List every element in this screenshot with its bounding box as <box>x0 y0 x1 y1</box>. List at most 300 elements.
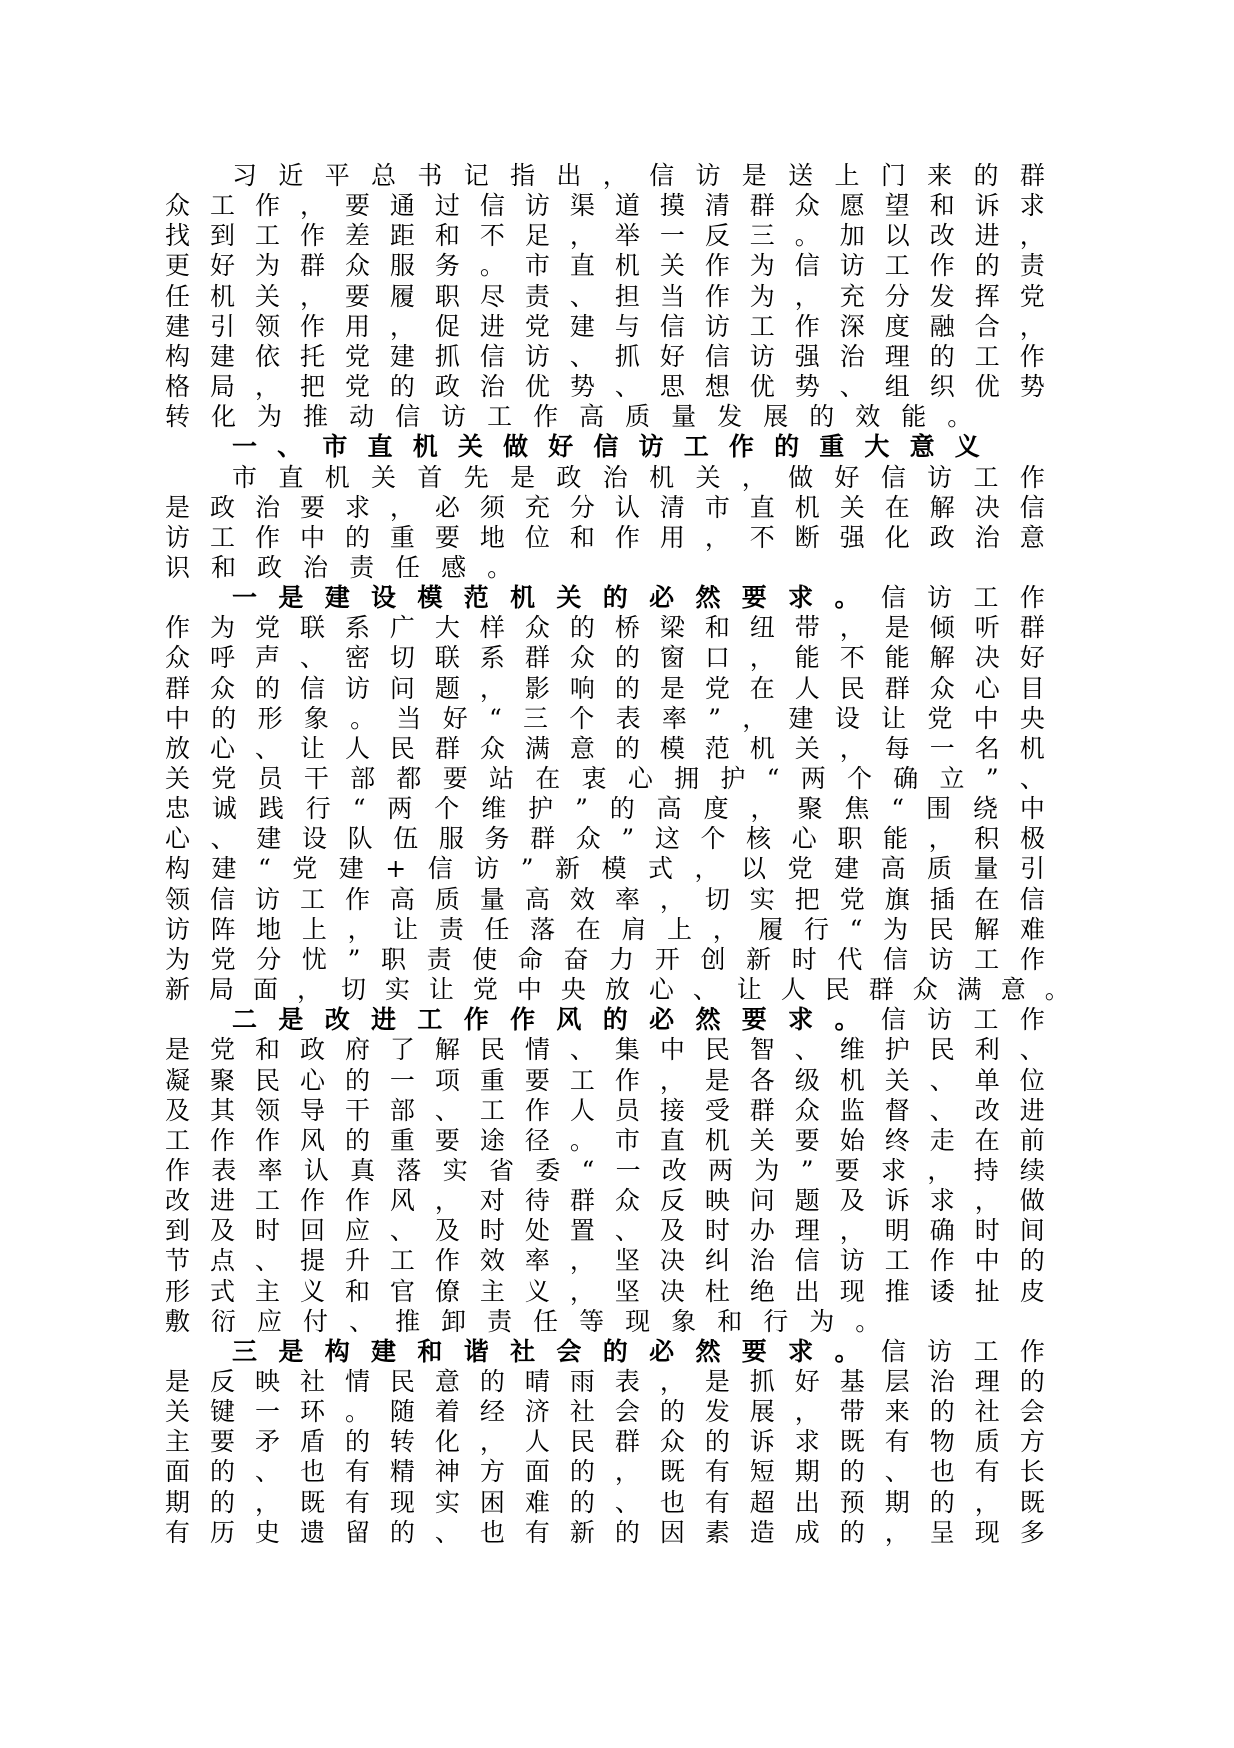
char: 利 <box>974 1035 1000 1065</box>
char: 作 <box>929 1246 955 1276</box>
char: 信 <box>880 1005 906 1035</box>
char: 访 <box>839 1246 865 1276</box>
char: 创 <box>700 944 726 974</box>
char: 抓 <box>749 1367 775 1396</box>
char: 主 <box>165 1427 191 1457</box>
char: 以 <box>884 221 910 251</box>
char: ， <box>296 975 322 1005</box>
char: 质 <box>434 884 460 914</box>
char: 声 <box>254 643 280 673</box>
char: 建 <box>256 824 282 854</box>
bold-char: 必 <box>649 1005 675 1035</box>
char: ， <box>434 1186 460 1216</box>
char: ， <box>569 221 595 251</box>
char: 众 <box>209 673 235 703</box>
char: 识 <box>165 552 191 582</box>
char: 实 <box>384 975 410 1005</box>
char: 央 <box>560 975 586 1005</box>
char: 这 <box>654 824 680 854</box>
char: 、 <box>254 1246 280 1276</box>
char: 、 <box>569 281 595 311</box>
char: 使 <box>472 944 498 974</box>
char: 一 <box>615 1155 641 1185</box>
char: 好 <box>209 251 235 281</box>
char: 为 <box>254 251 280 281</box>
char: ， <box>479 1427 505 1457</box>
char: 影 <box>524 673 550 703</box>
char: 级 <box>794 1065 820 1095</box>
char: 机 <box>1019 733 1045 763</box>
bold-char: 构 <box>324 1336 350 1366</box>
char: 合 <box>974 311 1000 341</box>
char: 代 <box>837 944 863 974</box>
char: 找 <box>165 221 191 251</box>
char: 必 <box>434 492 460 522</box>
bold-char: 要 <box>741 1336 767 1366</box>
char: 党 <box>839 884 865 914</box>
char: 差 <box>344 221 370 251</box>
char: 有 <box>704 1487 730 1517</box>
text-line <box>165 342 1045 372</box>
char: ， <box>884 1517 910 1547</box>
char: 成 <box>794 1517 820 1547</box>
char: 送 <box>788 161 814 190</box>
char: 群 <box>434 733 460 763</box>
char: 为 <box>809 1306 835 1336</box>
char: 来 <box>884 1397 910 1427</box>
char: 以 <box>740 854 766 884</box>
char: 、 <box>839 372 865 402</box>
char: 群 <box>868 975 894 1005</box>
char: 作 <box>794 311 820 341</box>
char: 治 <box>479 372 505 402</box>
char: 化 <box>884 522 910 552</box>
char: 也 <box>659 1487 685 1517</box>
text-line <box>165 1066 1045 1096</box>
char: 好 <box>442 703 468 733</box>
char: 。 <box>479 251 505 281</box>
char: 社 <box>974 1397 1000 1427</box>
char: 既 <box>839 1427 865 1457</box>
char: 导 <box>299 1095 325 1125</box>
char: 要 <box>524 1065 550 1095</box>
char: 政 <box>929 522 955 552</box>
char: 面 <box>524 1457 550 1487</box>
char: 充 <box>524 492 550 522</box>
char: 化 <box>434 1427 460 1457</box>
char: 的 <box>479 1367 505 1396</box>
text-line <box>165 1307 1045 1337</box>
char: 升 <box>344 1246 370 1276</box>
char: 站 <box>488 764 514 793</box>
char: 等 <box>579 1306 605 1336</box>
char: 服 <box>438 824 464 854</box>
char: 干 <box>344 1095 370 1125</box>
text-line <box>165 372 1045 402</box>
bold-char: 必 <box>649 1336 675 1366</box>
section-heading <box>232 432 980 462</box>
char: 领 <box>254 311 280 341</box>
char: 关 <box>165 764 191 793</box>
char: 在 <box>974 1125 1000 1155</box>
char: 渠 <box>569 191 595 221</box>
char: 在 <box>575 914 601 944</box>
char: 民 <box>389 1367 415 1396</box>
char: 个 <box>846 764 872 793</box>
bold-char: 和 <box>417 1336 443 1366</box>
text-line <box>165 764 1045 794</box>
bold-char: 谐 <box>463 1336 489 1366</box>
bold-char: 。 <box>834 583 860 613</box>
char: 的 <box>211 703 237 733</box>
char: 到 <box>209 221 235 251</box>
char: 官 <box>389 1276 415 1306</box>
char: 践 <box>258 794 284 824</box>
char: 书 <box>417 161 443 190</box>
char: 建 <box>833 854 859 884</box>
bold-char: 。 <box>834 1336 860 1366</box>
char: 、 <box>254 1457 280 1487</box>
char: 心 <box>627 764 653 793</box>
char: 地 <box>256 914 282 944</box>
char: 作 <box>704 281 730 311</box>
char: 改 <box>165 1186 191 1216</box>
char: 不 <box>749 522 775 552</box>
char: 预 <box>839 1487 865 1517</box>
char: 工 <box>569 1065 595 1095</box>
char: 众 <box>524 613 550 643</box>
char: ， <box>839 1216 865 1246</box>
char: 清 <box>704 191 730 221</box>
char: 好 <box>1019 643 1045 673</box>
char: 众 <box>929 673 955 703</box>
char: 的 <box>974 251 1000 281</box>
char: 径 <box>524 1125 550 1155</box>
char: 新 <box>569 1517 595 1547</box>
char: 融 <box>929 311 955 341</box>
char: 要 <box>434 522 460 552</box>
char: 地 <box>479 522 505 552</box>
text-line <box>165 1186 1045 1216</box>
char: 的 <box>569 613 595 643</box>
char: 义 <box>954 432 980 462</box>
char: ， <box>974 1186 1000 1216</box>
char: ， <box>659 1065 685 1095</box>
char: 工 <box>209 522 235 552</box>
char: 及 <box>839 1186 865 1216</box>
char: 广 <box>389 613 415 643</box>
char: 矛 <box>254 1427 280 1457</box>
char: 求 <box>1019 191 1045 221</box>
char: 民 <box>704 1035 730 1065</box>
char: 民 <box>928 914 954 944</box>
char: 领 <box>254 1095 280 1125</box>
char: 意 <box>1000 975 1026 1005</box>
char: 的 <box>569 1487 595 1517</box>
char: 阵 <box>210 914 236 944</box>
char: 办 <box>749 1216 775 1246</box>
char: 是 <box>165 1035 191 1065</box>
char: 满 <box>956 975 982 1005</box>
char: 都 <box>396 764 422 793</box>
char: 优 <box>749 372 775 402</box>
char: 用 <box>344 311 370 341</box>
char: 。 <box>487 552 513 582</box>
text-line <box>165 191 1045 221</box>
char: 个 <box>434 794 460 824</box>
char: 护 <box>720 764 746 793</box>
char: 风 <box>389 1186 415 1216</box>
char: 机 <box>614 251 640 281</box>
char: 绕 <box>972 794 998 824</box>
char: 心 <box>299 1065 325 1095</box>
char: 举 <box>614 221 640 251</box>
char: 责 <box>438 914 464 944</box>
char: 信 <box>479 341 505 371</box>
char: 访 <box>524 341 550 371</box>
char: 回 <box>299 1216 325 1246</box>
char: 记 <box>463 161 489 190</box>
char: 和 <box>344 1276 370 1306</box>
char: 要 <box>344 281 370 311</box>
char: 及 <box>165 1095 191 1125</box>
char: 的 <box>609 794 635 824</box>
char: 意 <box>434 1367 460 1396</box>
char: 众 <box>165 643 191 673</box>
char: 会 <box>1019 1397 1045 1427</box>
bold-char: 然 <box>695 1005 721 1035</box>
char: 窗 <box>659 643 685 673</box>
char: 式 <box>647 854 673 884</box>
char: ， <box>659 1367 685 1396</box>
char: ， <box>602 161 628 190</box>
char: 系 <box>344 613 370 643</box>
char: 模 <box>659 733 685 763</box>
char: 和 <box>717 1306 743 1336</box>
char: 做 <box>788 462 814 492</box>
bold-char: 一 <box>232 583 258 613</box>
char: 带 <box>794 613 820 643</box>
char: 深 <box>839 311 865 341</box>
char: 放 <box>604 975 630 1005</box>
text-line <box>165 1457 1045 1487</box>
char: 理 <box>794 1216 820 1246</box>
char: 的 <box>344 522 370 552</box>
text-line <box>165 885 1045 915</box>
char: 度 <box>703 794 729 824</box>
char: 关 <box>794 733 820 763</box>
char: ， <box>299 191 325 221</box>
char: 作 <box>1019 1005 1045 1035</box>
char: 中 <box>516 975 542 1005</box>
char: 干 <box>303 764 329 793</box>
char: 群 <box>569 1186 595 1216</box>
char: 发 <box>929 281 955 311</box>
char: 问 <box>749 1186 775 1216</box>
char: 有 <box>704 1457 730 1487</box>
char: 工 <box>973 1005 999 1035</box>
char: 加 <box>839 221 865 251</box>
char: 让 <box>299 733 325 763</box>
bold-char: 模 <box>417 583 443 613</box>
char: 认 <box>614 492 640 522</box>
text-line <box>232 1005 1045 1035</box>
bold-char: 的 <box>602 583 628 613</box>
char: 群 <box>1019 613 1045 643</box>
char: 访 <box>638 432 664 462</box>
char: 总 <box>371 161 397 190</box>
bold-char: 关 <box>556 583 582 613</box>
char: 忠 <box>165 794 191 824</box>
text-line <box>232 1337 1045 1367</box>
char: 组 <box>884 372 910 402</box>
char: 充 <box>839 281 865 311</box>
bold-char: 要 <box>741 1005 767 1035</box>
char: 纠 <box>704 1246 730 1276</box>
text-line <box>165 975 1070 1005</box>
char: 建 <box>211 854 237 884</box>
char: 难 <box>524 1487 550 1517</box>
bold-char: 作 <box>463 1005 489 1035</box>
char: 人 <box>794 673 820 703</box>
char: 社 <box>569 1397 595 1427</box>
char: 为 <box>749 251 775 281</box>
char: 两 <box>387 794 413 824</box>
char: 诚 <box>211 794 237 824</box>
char: 作 <box>344 884 370 914</box>
char: 把 <box>299 372 325 402</box>
char: 过 <box>434 191 460 221</box>
char: 意 <box>909 432 935 462</box>
char: 、 <box>569 1035 595 1065</box>
char: 衍 <box>211 1306 237 1336</box>
char: 转 <box>165 402 191 432</box>
char: 信 <box>395 402 421 432</box>
char: 、 <box>1019 1035 1045 1065</box>
char: 党 <box>344 372 370 402</box>
char: 、 <box>277 432 303 462</box>
text-line <box>165 734 1045 764</box>
char: 党 <box>344 341 370 371</box>
char: 任 <box>395 552 421 582</box>
char: 在 <box>974 884 1000 914</box>
char: 要 <box>434 1125 460 1155</box>
char: 桥 <box>614 613 640 643</box>
bold-char: 求 <box>788 1005 814 1035</box>
char: 的 <box>569 1457 595 1487</box>
char: 群 <box>884 673 910 703</box>
char: 解 <box>929 492 955 522</box>
char: 建 <box>209 341 235 371</box>
char: 强 <box>794 341 820 371</box>
bold-char: 要 <box>741 583 767 613</box>
char: 众 <box>575 824 601 854</box>
char: 切 <box>389 643 415 673</box>
char: 决 <box>659 1276 685 1306</box>
char: 能 <box>901 402 927 432</box>
text-line <box>165 493 1045 523</box>
char: 的 <box>344 1125 370 1155</box>
char: 焦 <box>844 794 870 824</box>
char: 关 <box>254 281 280 311</box>
char: 的 <box>209 1487 235 1517</box>
char: 促 <box>434 311 460 341</box>
char: ， <box>742 703 768 733</box>
char: 前 <box>1019 1125 1045 1155</box>
char: 作 <box>1019 944 1045 974</box>
char: 务 <box>484 824 510 854</box>
char: 坚 <box>614 1276 640 1306</box>
char: ， <box>479 673 505 703</box>
char: 访 <box>695 161 721 190</box>
char: 及 <box>209 1216 235 1246</box>
bold-char: 改 <box>324 1005 350 1035</box>
char: 是 <box>741 161 767 190</box>
char: 治 <box>602 462 628 492</box>
char: 理 <box>974 1367 1000 1396</box>
char: 时 <box>479 1216 505 1246</box>
char: 访 <box>928 944 954 974</box>
char: 度 <box>884 311 910 341</box>
char: 、 <box>614 372 640 402</box>
bold-char: 进 <box>371 1005 397 1035</box>
char: 、 <box>692 975 718 1005</box>
char: 。 <box>350 703 376 733</box>
char: 党 <box>524 311 550 341</box>
char: 诿 <box>929 1276 955 1306</box>
char: 中 <box>974 1246 1000 1276</box>
char: 既 <box>299 1487 325 1517</box>
bold-char: 机 <box>510 583 536 613</box>
char: 党 <box>209 1035 235 1065</box>
char: 进 <box>1019 1095 1045 1125</box>
char: 的 <box>1019 1367 1045 1396</box>
char: 问 <box>389 673 415 703</box>
char: 奋 <box>563 944 589 974</box>
text-line <box>232 161 1045 191</box>
char: 精 <box>389 1457 415 1487</box>
char: 解 <box>434 1035 460 1065</box>
char: 要 <box>834 1155 860 1185</box>
char: 党 <box>927 703 953 733</box>
char: 心 <box>648 975 674 1005</box>
char: 表 <box>614 1367 640 1396</box>
bold-char: 风 <box>556 1005 582 1035</box>
char: 护 <box>884 1035 910 1065</box>
char: 目 <box>1019 673 1045 703</box>
char: 机 <box>649 462 675 492</box>
char: 关 <box>371 462 397 492</box>
char: ， <box>569 1246 595 1276</box>
char: 的 <box>809 402 835 432</box>
char: 市 <box>614 1125 640 1155</box>
char: 任 <box>484 914 510 944</box>
char: 让 <box>736 975 762 1005</box>
char: 高 <box>656 794 682 824</box>
char: 反 <box>209 1367 235 1396</box>
char: 一 <box>929 733 955 763</box>
char: 。 <box>794 221 820 251</box>
char: 出 <box>556 161 582 190</box>
char: 政 <box>556 462 582 492</box>
char: 的 <box>659 1397 685 1427</box>
text-line <box>165 1427 1045 1457</box>
char: 分 <box>569 492 595 522</box>
char: 心 <box>974 673 1000 703</box>
char: ， <box>347 914 373 944</box>
char: 责 <box>1019 251 1045 281</box>
char: 既 <box>1019 1487 1045 1517</box>
